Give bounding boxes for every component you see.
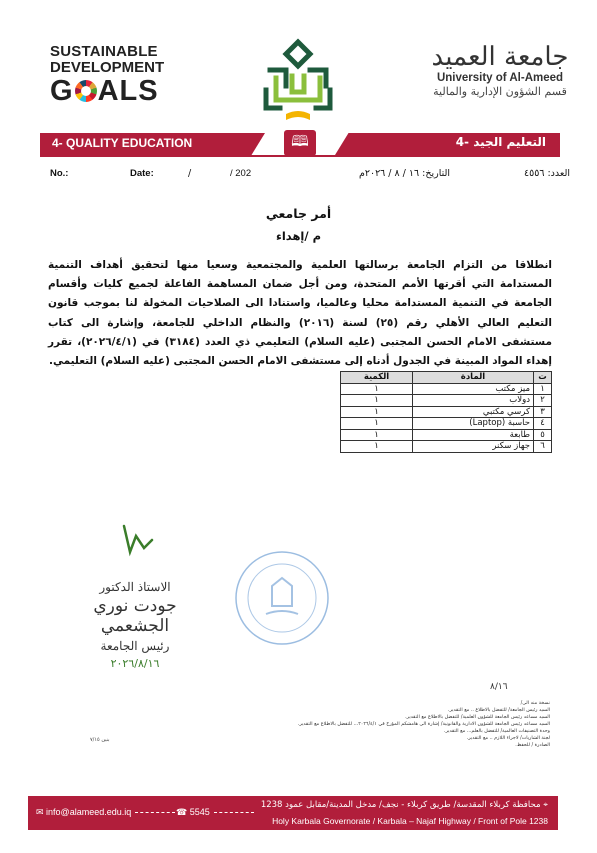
department-name: قسم الشؤون الإدارية والمالية [433, 85, 567, 98]
cc-item: وحدة التصنيفات العالمية/ للتفضل بالعلم... مع التقدير. [443, 729, 550, 734]
dash-divider [214, 812, 254, 813]
no-label: No.: [50, 168, 69, 179]
cell-seq: ٥ [534, 429, 552, 441]
order-subject: م /إهداء [275, 229, 321, 243]
col-seq: ت [534, 372, 552, 384]
footer-email[interactable]: ✉ info@alameed.edu.iq [36, 807, 179, 818]
location-pin-icon: ⌖ [543, 800, 548, 810]
cell-qty: ١ [341, 395, 413, 407]
margin-note: بنين ٧/١٥ [90, 737, 110, 743]
university-logo [430, 42, 570, 98]
table-row [341, 395, 552, 407]
cc-list [260, 700, 550, 749]
cell-item: حاسبة (Laptop) [413, 418, 534, 430]
signatory-role: رئيس الجامعة [100, 639, 170, 653]
cell-item: كرسي مكتبي [413, 406, 534, 418]
cell-qty: ١ [341, 418, 413, 430]
items-table [340, 371, 552, 453]
cell-seq: ١ [534, 383, 552, 395]
arabic-date: التاريخ: ١٦ / ٨ / ٢٠٢٦م [358, 168, 450, 179]
signatory-name: جودت نوري الجشعمي [93, 596, 177, 636]
cell-item: ميز مكتب [413, 383, 534, 395]
document-number: العدد: ٤٥٥٦ [524, 168, 570, 179]
footer-address-en: Holy Karbala Governorate / Karbala – Najaf Highway / Front of Pole 1238 [272, 816, 548, 826]
cell-qty: ١ [341, 429, 413, 441]
table-row [341, 406, 552, 418]
signatory-title: الاستاذ الدكتور [99, 580, 171, 594]
sdg-goal-band [40, 133, 560, 155]
phone-text: 5545 [189, 807, 210, 817]
email-text: info@alameed.edu.iq [46, 807, 132, 817]
cc-item: الصادرة / للحفظ. [515, 743, 550, 748]
handwritten-mark: ٨/١٦ [490, 682, 508, 692]
cc-heading: نسخة منه الى/ [520, 701, 550, 706]
cc-item: لجنة الشاريات/ لاجراء اللازم .. مع التقدير. [466, 736, 550, 741]
cell-seq: ٤ [534, 418, 552, 430]
date-year: / 202 [230, 168, 252, 179]
goal-label-en: 4- QUALITY EDUCATION [52, 136, 193, 150]
footer-band [28, 796, 558, 830]
table-row [341, 383, 552, 395]
sdg-line3 [50, 76, 180, 106]
sdg-logo [50, 44, 180, 106]
table-row [341, 441, 552, 453]
footer-phone[interactable]: ☎ 5545 [176, 807, 258, 818]
calligraphy-emblem-icon [256, 34, 340, 124]
dash-divider [135, 812, 175, 813]
cc-item: السيد مساعد رئيس الجامعة للشؤون العلمية/ للتفضل بالاطلاع مع التقدير. [405, 715, 550, 720]
university-name-ar: جامعة العميد [431, 42, 569, 72]
table-row [341, 429, 552, 441]
col-qty: الكمية [341, 372, 413, 384]
goal-label-ar: 4- التعليم الجيد [455, 135, 546, 149]
table-row [341, 418, 552, 430]
order-body: انطلاقا من التزام الجامعة برسالتها العلمية والمجتمعية وسعيا منها لتحقيق أهداف التنمية المستدامة التي أقرتها الأمم المتحدة، ومن أجل ضمان المساهمة الفاعلة لجميع كليات وأقسام الجامعة في التنمية المستدامة محليا وعالميا، واستنادا الى الصلاحيات المخولة لنا بموجب قانون التعليم العالي الأهلي رقم (٢٥) لسنة (٢٠١٦) والنظام الداخلي للجامعة، وإشارة الى كتاب مستشفى الامام الحسن المجتبى (عليه السلام) التعليمي ذي العدد (٣١٨٤) في (٢٠٢٦/٤/١)، تقرر إهداء المواد المبينة في الجدول أدناه إلى مستشفى الامام الحسن المجتبى (عليه السلام) التعليمي. [48, 259, 552, 368]
sdg-wheel-icon [75, 80, 97, 102]
table-header-row [341, 372, 552, 384]
cell-qty: ١ [341, 383, 413, 395]
address-ar-text: محافظة كربلاء المقدسة/ طريق كربلاء - نجف/ مدخل المدينة/مقابل عمود 1238 [260, 800, 541, 810]
university-name-en: University of Al-Ameed [436, 72, 564, 84]
cell-qty: ١ [341, 441, 413, 453]
cell-item: طابعة [413, 429, 534, 441]
signature-date: ٢٠٢٦/٨/١٦ [110, 657, 160, 670]
cell-seq: ٢ [534, 395, 552, 407]
university-stamp-icon [232, 548, 332, 648]
cell-item: دولاب [413, 395, 534, 407]
sdg-line1: SUSTAINABLE [50, 43, 158, 60]
signature-block [80, 580, 190, 670]
cell-seq: ٣ [534, 406, 552, 418]
col-item: المادة [413, 372, 534, 384]
cc-item: السيد رئيس الجامعة/ للتفضل بالاطلاع .. مع التقدير. [447, 708, 550, 713]
handwritten-check-icon [118, 518, 158, 558]
date-label: Date: [130, 168, 154, 179]
sdg-goals-prefix: G [50, 75, 74, 107]
cell-item: جهاز سكنر [413, 441, 534, 453]
footer-address-ar [261, 800, 548, 810]
book-icon: 🕮 [284, 130, 316, 156]
sdg-goals-suffix: ALS [97, 75, 159, 107]
divider [40, 155, 560, 157]
cell-seq: ٦ [534, 441, 552, 453]
date-slash: / [188, 168, 192, 179]
cc-item: السيد مساعد رئيس الجامعة للشؤون الادارية والقانونية/ إشارة الى هامشكم المؤرخ في ٢٠٢٦/٤/١... للتفضل بالاطلاع مع التقدير. [297, 722, 550, 727]
cell-qty: ١ [341, 406, 413, 418]
sdg-line2: DEVELOPMENT [50, 59, 165, 76]
order-title: أمر جامعي [265, 206, 332, 221]
